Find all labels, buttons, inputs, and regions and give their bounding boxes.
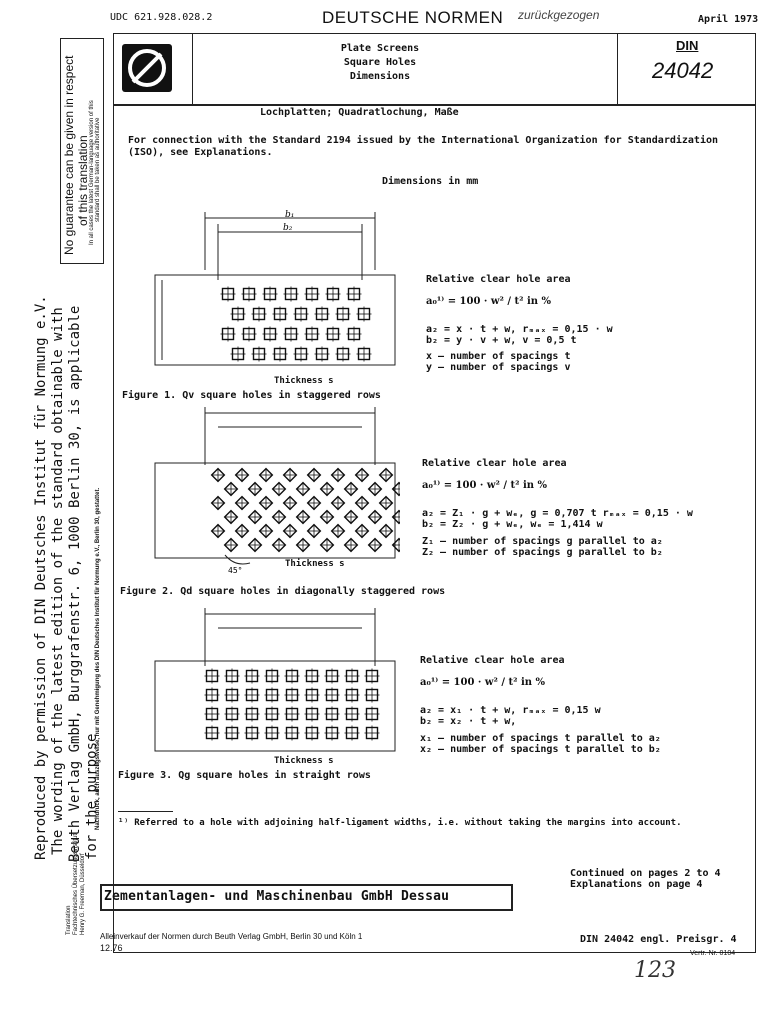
udc-code: UDC 621.928.028.2 <box>110 12 213 23</box>
iso-note: For connection with the Standard 2194 issued by the International Organization for Standardization (ISO), see Explanations. <box>128 135 719 158</box>
figure-1-formula: a₀¹⁾ = 100 · w² / t² in % <box>426 296 552 307</box>
figure-3-drawing <box>140 606 400 766</box>
translation-credit <box>66 834 87 935</box>
footnote: ¹⁾ Referred to a hole with adjoining half-ligament widths, i.e. without taking the margins into account. <box>118 818 682 828</box>
withdrawn-stamp: zurückgezogen <box>518 8 600 22</box>
figure-1-caption: Figure 1. Qv square holes in staggered rows <box>122 390 381 401</box>
figure-2-formula: a₀¹⁾ = 100 · w² / t² in % <box>422 480 548 491</box>
figure-2-hole-grid <box>212 469 401 552</box>
figure-1-thickness: Thickness s <box>274 376 334 386</box>
title-line-3: Dimensions <box>349 71 411 82</box>
publisher-stamp: Zementanlagen- und Maschinenbau GmbH Dessau <box>104 889 450 904</box>
title-line-2: Square Holes <box>343 57 417 68</box>
din-label: DIN <box>676 38 699 53</box>
figure-2-line-1: a₂ = Z₁ · g + wₑ, g = 0,707 t rₘₐₓ = 0,15 · w <box>422 508 693 519</box>
header-divider-right <box>617 33 618 104</box>
figure-2-caption: Figure 2. Qd square holes in diagonally staggered rows <box>120 586 446 597</box>
issue-date: April 1973 <box>698 14 759 25</box>
figure-3-line-1: a₂ = x₁ · t + w, rₘₐₓ = 0,15 w <box>420 705 601 716</box>
copyright-notice: Nachdruck, auch auszugsweise, nur mit Genehmigung des DIN Deutsches Institut für Normung e.V., Berlin 30, gestattet. <box>95 487 101 830</box>
figure-2-line-2: b₂ = Z₂ · g + wₑ, wₑ = 1,414 w <box>422 519 603 530</box>
figure-3-hole-grid <box>205 669 380 741</box>
document-title <box>300 42 460 84</box>
figure-2-drawing <box>140 405 400 580</box>
figure-3-formula: a₀¹⁾ = 100 · w² / t² in % <box>420 677 546 688</box>
notice-line-1: No guarantee can be given in respect <box>62 55 76 255</box>
figure-1-drawing <box>140 210 400 380</box>
translation-line-2: Fachtechnisches Übersetzungsinstitut <box>73 833 79 935</box>
notice-line-3: In all cases the latest German-language version of this <box>89 100 95 245</box>
figure-2-thickness: Thickness s <box>285 559 345 569</box>
continued-note: Continued on pages 2 to 4 <box>570 868 721 879</box>
print-code: 12.76 <box>100 943 123 953</box>
distribution-number: Vertr.-Nr. 0104 <box>690 950 736 957</box>
figure-1-formula-title: Relative clear hole area <box>426 274 571 285</box>
label-angle: 45° <box>228 566 243 575</box>
figure-3-line-3: x₁ – number of spacings t parallel to a₂ <box>420 733 661 744</box>
translation-line-3: Henry G. Freeman, Düsseldorf <box>80 853 86 935</box>
header-divider <box>113 104 756 106</box>
figure-2-line-3: Z₁ – number of spacings g parallel to a₂ <box>422 536 663 547</box>
german-title: Lochplatten; Quadratlochung, Maße <box>260 107 459 118</box>
label-b2: b₂ <box>283 223 293 233</box>
header-divider-left <box>192 33 193 104</box>
figure-3-formula-title: Relative clear hole area <box>420 655 565 666</box>
footnote-rule <box>118 811 173 812</box>
notice-line-2: of this translation <box>76 135 90 226</box>
figure-3-line-2: b₂ = x₂ · t + w, <box>420 716 517 727</box>
label-b1: b₁ <box>285 210 295 220</box>
sale-notice: Alleinverkauf der Normen durch Beuth Verlag GmbH, Berlin 30 und Köln 1 <box>100 932 363 941</box>
handwritten-page-number: 123 <box>634 958 676 983</box>
explanations-note: Explanations on page 4 <box>570 879 703 890</box>
standard-series-title: DEUTSCHE NORMEN <box>322 8 504 27</box>
reproduction-line-4: for the purpose <box>84 733 100 860</box>
figure-1-line-2: b₂ = y · v + w, v = 0,5 t <box>426 335 577 346</box>
figure-3-caption: Figure 3. Qg square holes in straight rows <box>118 770 371 781</box>
reproduction-line-2: The wording of the latest edition of the standard obtainable with <box>50 307 66 855</box>
reproduction-line-1: Reproduced by permission of DIN Deutsches Institut für Normung e.V. <box>33 295 49 860</box>
figure-1-line-4: y – number of spacings v <box>426 362 571 373</box>
reproduction-line-3: Beuth Verlag GmbH, Burggrafenstr. 6, 1000 Berlin 30, is applicable <box>67 305 83 862</box>
din-logo-icon <box>122 44 172 92</box>
dimensions-note: Dimensions in mm <box>382 176 479 187</box>
translation-line-1: Translation <box>66 905 72 935</box>
din-number: 24042 <box>652 58 714 83</box>
din-price-group: DIN 24042 engl. Preisgr. 4 <box>580 934 737 945</box>
figure-1-line-3: x – number of spacings t <box>426 351 571 362</box>
notice-line-4: standard shall be taken as authoritative <box>95 117 101 222</box>
figure-3-thickness: Thickness s <box>274 756 334 766</box>
figure-1-line-1: a₂ = x · t + w, rₘₐₓ = 0,15 · w <box>426 324 613 335</box>
figure-3-line-4: x₂ – number of spacings t parallel to b₂ <box>420 744 661 755</box>
figure-1-hole-grid <box>221 287 372 362</box>
figure-2-line-4: Z₂ – number of spacings g parallel to b₂ <box>422 547 663 558</box>
title-line-1: Plate Screens <box>340 43 420 54</box>
figure-2-formula-title: Relative clear hole area <box>422 458 567 469</box>
